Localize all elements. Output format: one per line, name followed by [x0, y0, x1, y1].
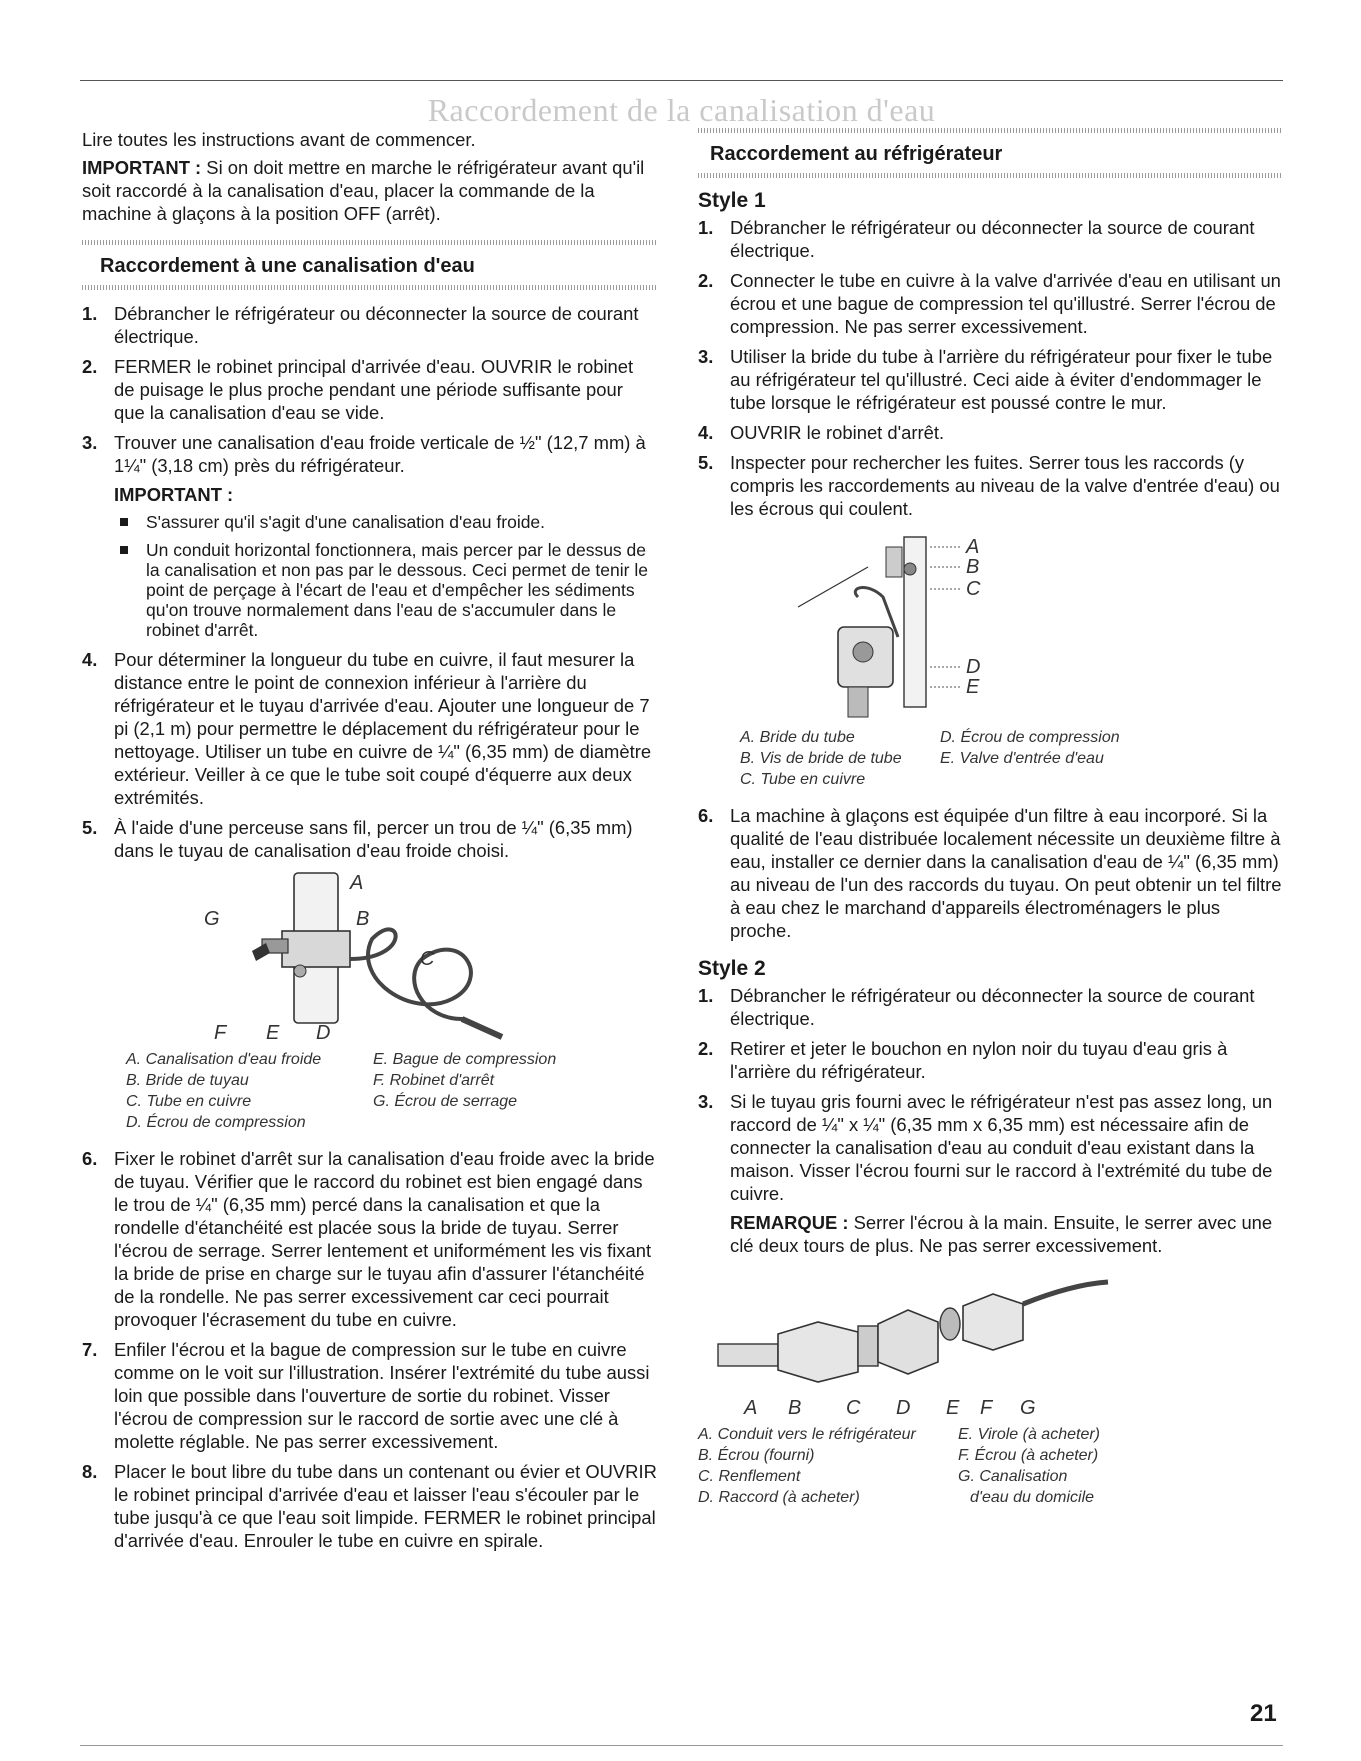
- style1-step-6: 6. La machine à glaçons est équipée d'un filtre à eau incorporé. Si la qualité de l'eau distribuée localement nécessite un deuxième filtre à eau, installer ce dernier dans la canalisation d'eau de ¼" (6,35 mm) au niveau de l'un des raccords du tuyau. On peut obtenir un tel filtre à eau chez le marchand d'appareils électroménagers le plus proche.: [698, 805, 1282, 941]
- remarque-text: Serrer l'écrou à la main. Ensuite, le serrer avec une clé deux tours de plus. Ne pas serrer excessivement.: [730, 1212, 1273, 1256]
- figure2-letter-d: D: [966, 656, 981, 678]
- style2-heading: Style 2: [698, 957, 766, 980]
- figure-inlet-valve: [698, 527, 1283, 790]
- step-5: 5. À l'aide d'une perceuse sans fil, percer un trou de ¼" (6,35 mm) dans le tuyau de canalisation d'eau froide choisi.: [82, 817, 633, 861]
- section-divider: [698, 173, 1283, 178]
- steps-list-left: [82, 302, 657, 862]
- bullet-square-icon: [120, 546, 128, 554]
- bullet-item: S'assurer qu'il s'agit d'une canalisation d'eau froide.: [114, 512, 657, 532]
- figure2-letter-c: C: [966, 578, 981, 600]
- inlet-valve-illustration: [698, 527, 1283, 727]
- figure-fitting: [698, 1264, 1283, 1508]
- figure3-letter-e: E: [946, 1397, 960, 1419]
- style1-step-2: 2. Connecter le tube en cuivre à la valve d'arrivée d'eau en utilisant un écrou et une bague de compression tel qu'illustré. Serrer l'écrou de compression. Ne pas serrer excessivement.: [698, 270, 1281, 337]
- figure1-letter-g: G: [204, 908, 220, 930]
- figure-shutoff-valve: [82, 869, 657, 1133]
- fitting-illustration: [698, 1264, 1283, 1424]
- figure3-letter-d: D: [896, 1397, 911, 1419]
- style1-step-1: 1. Débrancher le réfrigérateur ou déconnecter la source de courant électrique.: [698, 217, 1255, 261]
- figure1-letter-d: D: [316, 1022, 331, 1044]
- important-text: Si on doit mettre en marche le réfrigérateur avant qu'il soit raccordé à la canalisation d'eau, placer la commande de la machine à glaçons à la position OFF (arrêt).: [82, 157, 645, 224]
- style1-steps-continued: [698, 804, 1283, 942]
- step-8: 8. Placer le bout libre du tube dans un contenant ou évier et OUVRIR le robinet principal d'arrivée d'eau et laisser l'eau s'écouler par le tube jusqu'à ce que l'eau soit limpide. FERMER le robinet principal d'arrivée d'eau. Enrouler le tube en cuivre en spirale.: [82, 1461, 657, 1551]
- figure3-letter-a: A: [744, 1397, 758, 1419]
- style1-heading: Style 1: [698, 189, 766, 212]
- remarque-label: REMARQUE :: [730, 1212, 849, 1233]
- section-title-canalisation: Raccordement à une canalisation d'eau: [100, 255, 475, 277]
- style2-steps: [698, 984, 1283, 1257]
- shutoff-valve-illustration: [82, 869, 657, 1047]
- section-title-refrigerateur: Raccordement au réfrigérateur: [710, 143, 1003, 165]
- figure1-letter-c: C: [420, 948, 435, 970]
- figure1-letter-b: B: [356, 908, 370, 930]
- figure3-letter-g: G: [1020, 1397, 1036, 1419]
- step-6: 6. Fixer le robinet d'arrêt sur la canalisation d'eau froide avec la bride de tuyau. Vérifier que le raccord du robinet est bien engagé dans le trou de ¼" (6,35 mm) percé dans la canalisation et que la rondelle d'étanchéité est placée sous la bride de tuyau. Serrer l'écrou de serrage. Serrer lentement et uniformément les vis fixant la bride de prise en charge sur le tuyau afin d'assurer l'étanchéité de la rondelle. Ne pas serrer excessivement car ceci pourrait provoquer l'écrasement du tube en cuivre.: [82, 1148, 655, 1330]
- step3-bullets: [114, 512, 657, 640]
- figure2-letter-b: B: [966, 556, 980, 578]
- top-rule: [80, 80, 1283, 81]
- figure3-captions: A. Conduit vers le réfrigérateur B. Écrou (fourni) C. Renflement D. Raccord (à acheter) E. Virole (à acheter) F. Écrou (à acheter) G. Canalisation d'eau du domicile: [698, 1426, 1100, 1506]
- style1-step-3: 3. Utiliser la bride du tube à l'arrière du réfrigérateur pour fixer le tube au réfrigérateur tel qu'illustré. Ceci aide à éviter d'endommager le tube lorsque le réfrigérateur est poussé contre le mur.: [698, 346, 1273, 413]
- figure1-captions: A. Canalisation d'eau froide B. Bride de tuyau C. Tube en cuivre D. Écrou de compression E. Bague de compression F. Robinet d'arrêt G. Écrou de serrage: [126, 1051, 557, 1131]
- important-label: IMPORTANT :: [82, 157, 202, 178]
- page-number: 21: [1250, 1700, 1277, 1727]
- steps-list-left-continued: [82, 1147, 657, 1552]
- important-note: [82, 156, 657, 225]
- step-1: 1. Débrancher le réfrigérateur ou déconnecter la source de courant électrique.: [82, 303, 639, 347]
- style1-steps: [698, 216, 1283, 520]
- style1-step-4: 4. OUVRIR le robinet d'arrêt.: [698, 422, 945, 443]
- section-divider: [82, 285, 657, 290]
- figure1-letter-a: A: [350, 872, 364, 894]
- style1-step-5: 5. Inspecter pour rechercher les fuites. Serrer tous les raccords (y compris les raccordements au niveau de la valve d'entrée d'eau) ou les écrous qui coulent.: [698, 452, 1280, 519]
- step-2: 2. FERMER le robinet principal d'arrivée d'eau. OUVRIR le robinet de puisage le plus proche pendant une période suffisante pour que la canalisation d'eau se vide.: [82, 356, 634, 423]
- intro-text: Lire toutes les instructions avant de commencer.: [82, 129, 476, 150]
- style2-step-1: 1. Débrancher le réfrigérateur ou déconnecter la source de courant électrique.: [698, 985, 1255, 1029]
- bottom-rule: [80, 1745, 1283, 1746]
- bullet-square-icon: [120, 518, 128, 526]
- figure3-letter-c: C: [846, 1397, 861, 1419]
- figure2-letter-e: E: [966, 676, 980, 698]
- step-7: 7. Enfiler l'écrou et la bague de compression sur le tube en cuivre comme on le voit sur l'illustration. Insérer l'extrémité du tube aussi loin que possible dans l'ouverture de sortie du robinet. Visser l'écrou de compression sur le raccord de sortie avec une clé à molette réglable. Ne pas serrer excessivement.: [82, 1339, 650, 1452]
- style2-step-2: 2. Retirer et jeter le bouchon en nylon noir du tuyau d'eau gris à l'arrière du réfrigérateur.: [698, 1038, 1228, 1082]
- figure3-letter-b: B: [788, 1397, 802, 1419]
- bullet-item: Un conduit horizontal fonctionnera, mais percer par le dessus de la canalisation et non pas par le dessous. Ceci permet de tenir le point de perçage à l'écart de l'eau et d'empêcher les sédiments qu'on trouve normalement dans l'eau de s'accumuler dans le robinet d'arrêt.: [114, 540, 657, 640]
- right-column: [698, 128, 1283, 1508]
- figure2-letter-a: A: [966, 536, 980, 558]
- left-column: [82, 128, 657, 1559]
- step-4: 4. Pour déterminer la longueur du tube en cuivre, il faut mesurer la distance entre le point de connexion inférieur à l'arrière du réfrigérateur et le tuyau d'arrivée d'eau. Ajouter une longueur de 7 pi (2,1 m) pour permettre le déplacement du réfrigérateur pour le nettoyage. Utiliser un tube en cuivre de ¼" (6,35 mm) de diamètre extérieur. Veiller à ce que le tube soit coupé d'équerre aux deux extrémités.: [82, 649, 652, 808]
- step-3: 3. Trouver une canalisation d'eau froide verticale de ½" (12,7 mm) à 1¼" (3,18 cm) près du réfrigérateur. IMPORTANT : S'assurer qu'il s'agit d'une canalisation d'eau froide. Un conduit horizontal fonctionnera, mais percer par le dessus de la canalisation et non pas par le dessous. Ceci permet de tenir le point de perçage à l'écart de l'eau et d'empêcher les sédiments qu'on trouve normalement dans l'eau de s'accumuler dans le robinet d'arrêt.: [82, 431, 657, 640]
- style2-step-3: 3. Si le tuyau gris fourni avec le réfrigérateur n'est pas assez long, un raccord de ¼" x ¼" (6,35 mm x 6,35 mm) est nécessaire afin de connecter la canalisation d'eau au conduit d'eau existant dans la maison. Visser l'écrou fourni sur le raccord à l'extrémité du tube de cuivre. REMARQUE : Serrer l'écrou à la main. Ensuite, le serrer avec une clé deux tours de plus. Ne pas serrer excessivement.: [698, 1090, 1283, 1257]
- figure1-letter-f: F: [214, 1022, 227, 1044]
- figure2-captions: A. Bride du tube B. Vis de bride de tube C. Tube en cuivre D. Écrou de compression E. Valve d'entrée d'eau: [740, 729, 1120, 788]
- page-title: Raccordement de la canalisation d'eau: [427, 92, 936, 128]
- figure1-letter-e: E: [266, 1022, 280, 1044]
- figure3-letter-f: F: [980, 1397, 993, 1419]
- remarque-note: [730, 1211, 1283, 1257]
- step3-important-label: IMPORTANT :: [114, 484, 234, 505]
